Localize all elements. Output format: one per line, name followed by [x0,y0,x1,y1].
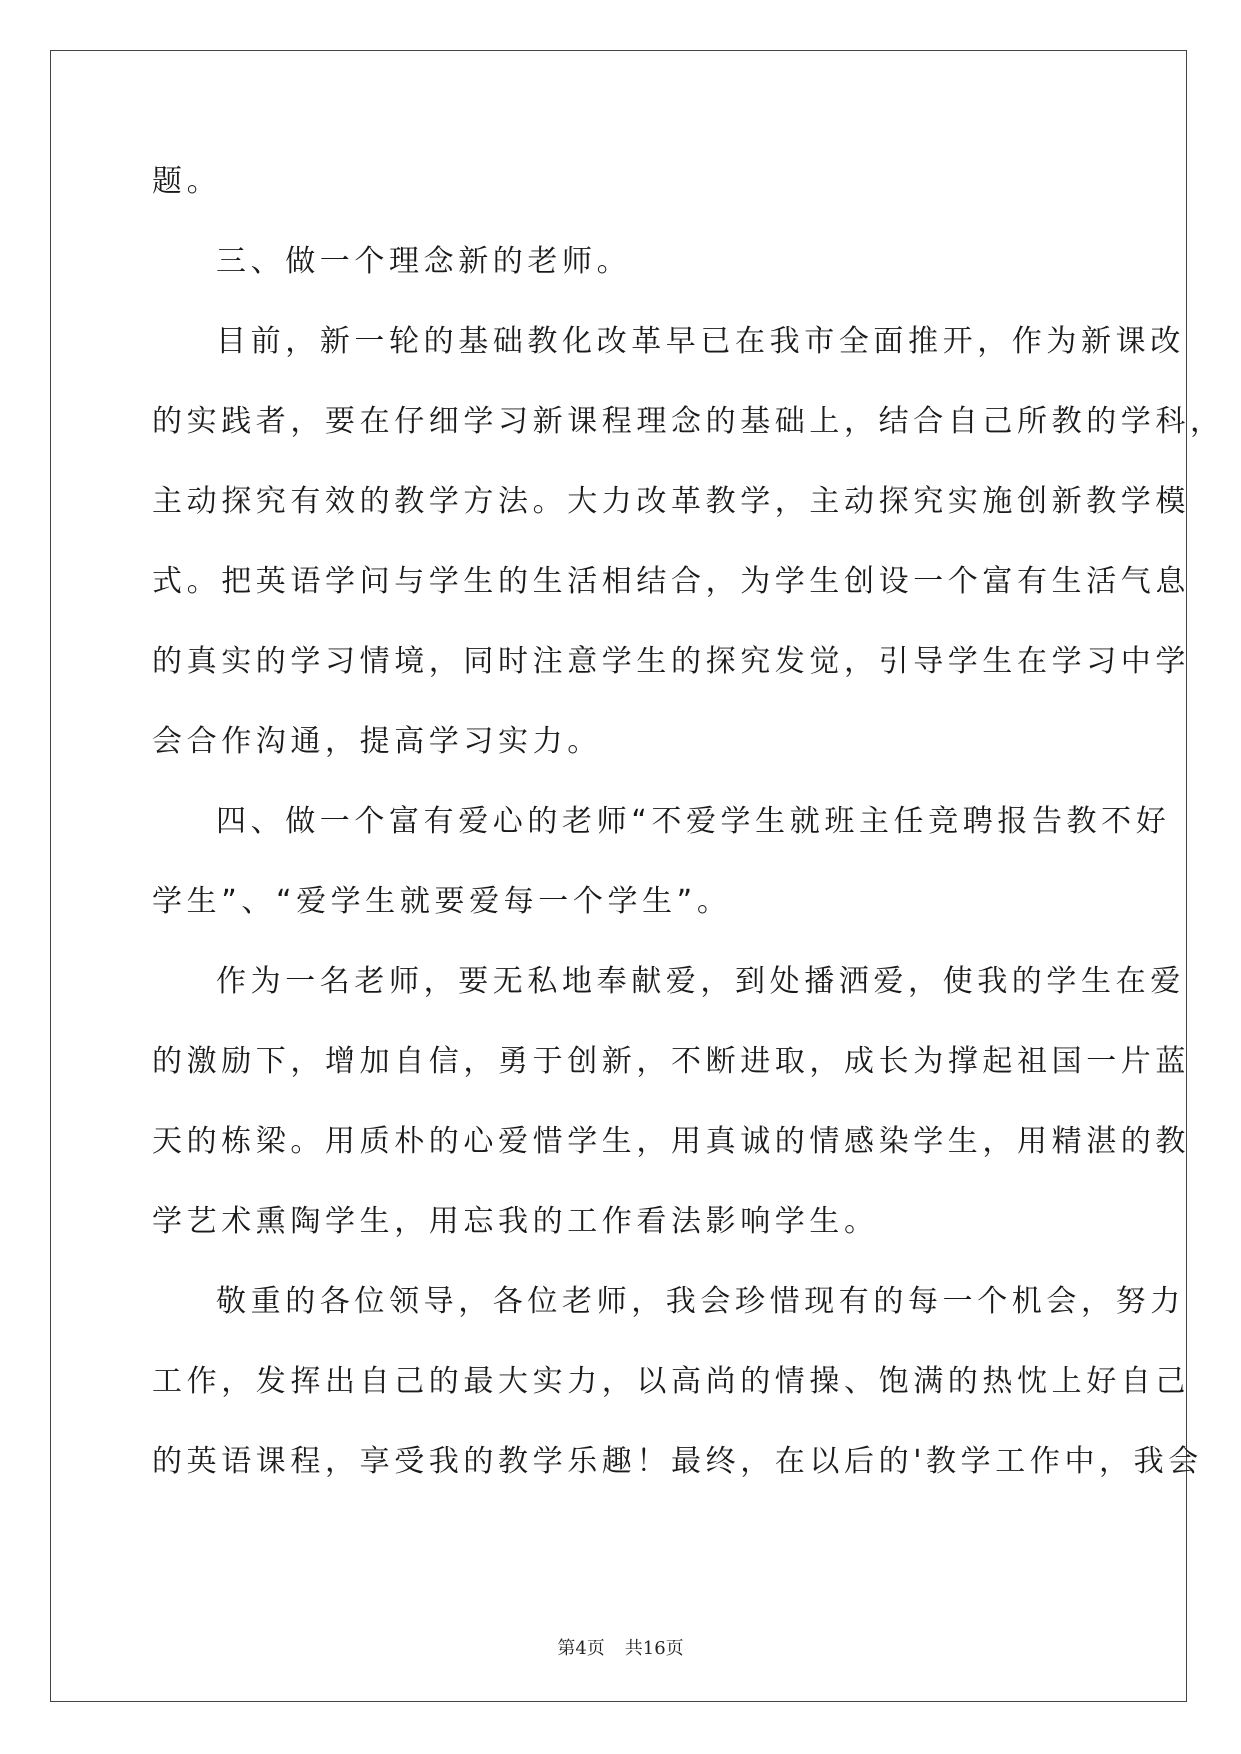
page-footer [0,1634,1241,1660]
page-prefix: 第 [557,1638,576,1659]
paragraph-line: 目前，新一轮的基础教化改革早已在我市全面推开，作为新课改 [216,324,1185,359]
total-prefix: 共 [624,1638,643,1659]
section-heading: 四、做一个富有爱心的老师“不爱学生就班主任竞聘报告教不好 [216,804,1171,839]
paragraph-line: 主动探究有效的教学方法。大力改革教学，主动探究实施创新教学模 [152,484,1190,519]
paragraph-line: 学生”、“爱学生就要爱每一个学生”。 [152,884,732,919]
paragraph-line: 敬重的各位领导，各位老师，我会珍惜现有的每一个机会，努力 [216,1284,1185,1319]
total-suffix: 页 [665,1638,684,1659]
paragraph-line: 的实践者，要在仔细学习新课程理念的基础上，结合自己所教的学科， [152,404,1225,439]
paragraph-line: 会合作沟通，提高学习实力。 [152,724,602,759]
page-suffix: 页 [586,1638,605,1659]
paragraph-line: 工作，发挥出自己的最大实力，以高尚的情操、饱满的热忱上好自己 [152,1364,1190,1399]
paragraph-line: 的激励下，增加自信，勇于创新，不断进取，成长为撑起祖国一片蓝 [152,1044,1190,1079]
paragraph-line: 作为一名老师，要无私地奉献爱，到处播洒爱，使我的学生在爱 [216,964,1185,999]
paragraph-line: 的英语课程，享受我的教学乐趣！最终，在以后的'教学工作中，我会 [152,1444,1203,1479]
section-heading: 三、做一个理念新的老师。 [216,244,632,279]
page-number: 4 [575,1638,587,1659]
paragraph-line: 学艺术熏陶学生，用忘我的工作看法影响学生。 [152,1204,879,1239]
paragraph-line: 的真实的学习情境，同时注意学生的探究发觉，引导学生在学习中学 [152,644,1190,679]
paragraph-line: 题。 [152,164,222,199]
total-pages: 16 [642,1638,666,1659]
paragraph-line: 天的栋梁。用质朴的心爱惜学生，用真诚的情感染学生，用精湛的教 [152,1124,1190,1159]
paragraph-line: 式。把英语学问与学生的生活相结合，为学生创设一个富有生活气息 [152,564,1190,599]
